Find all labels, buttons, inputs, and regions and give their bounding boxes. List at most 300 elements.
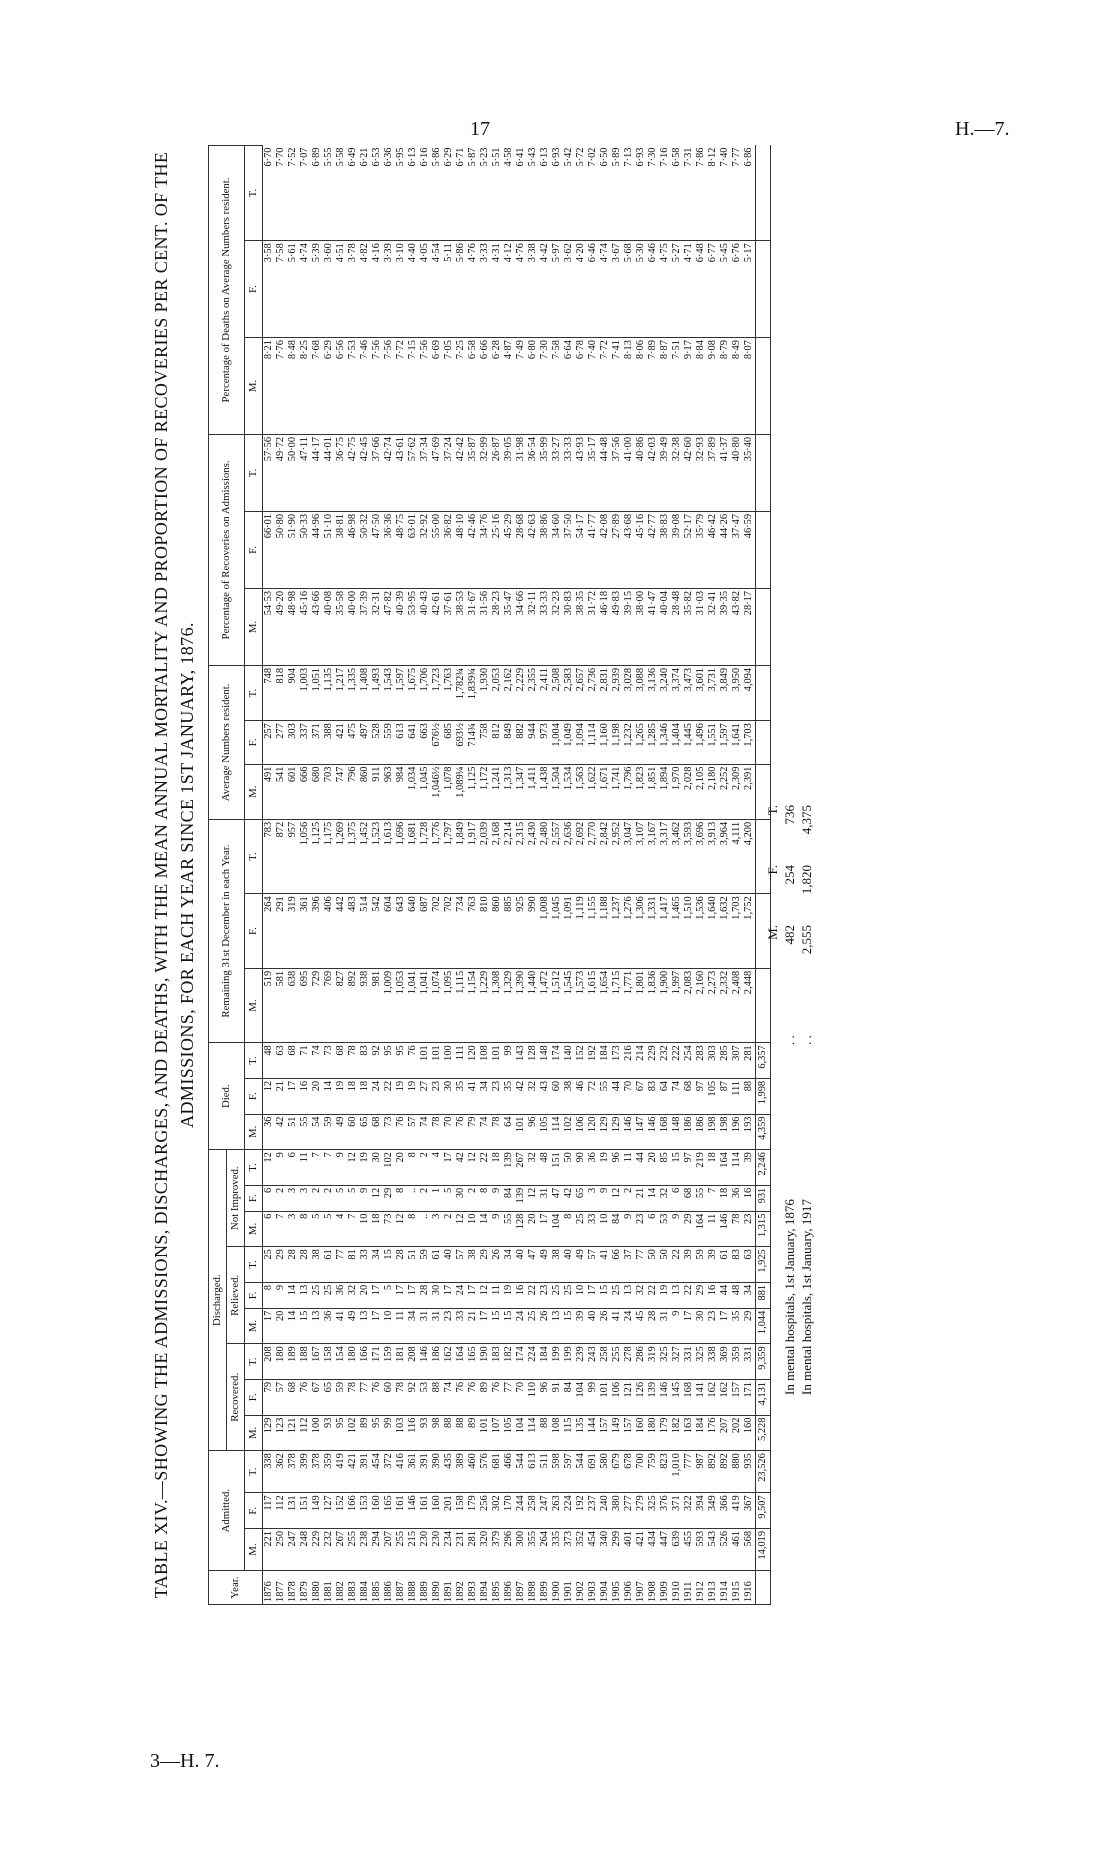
data-cell: 576 — [479, 1451, 491, 1493]
data-cell: 101 — [479, 1415, 491, 1451]
data-cell: 174 — [551, 1043, 563, 1079]
data-cell: 32·11 — [527, 588, 539, 665]
data-cell: 483 — [347, 894, 359, 968]
data-cell: 9 — [623, 1211, 635, 1247]
year-cell: 1902 — [575, 1571, 587, 1605]
sex-header-f: F. — [245, 1185, 263, 1211]
data-cell: 60 — [383, 1379, 395, 1415]
data-cell: 215 — [407, 1528, 419, 1570]
data-cell: 190 — [479, 1344, 491, 1380]
data-cell: 37·39 — [359, 588, 371, 665]
data-cell: 687 — [419, 894, 431, 968]
data-cell: 22 — [647, 1282, 659, 1308]
year-cell: 1894 — [479, 1571, 491, 1605]
data-cell: 78 — [347, 1379, 359, 1415]
data-cell: 1,051 — [311, 665, 323, 720]
data-cell: 2,053 — [491, 665, 503, 720]
data-cell: 277 — [275, 721, 287, 764]
data-cell: 981 — [371, 968, 383, 1042]
data-cell: 40·86 — [635, 434, 647, 511]
data-cell: 3,593 — [683, 819, 695, 894]
data-cell: 5 — [311, 1211, 323, 1247]
data-cell: 1,265 — [635, 721, 647, 764]
year-cell: 1916 — [743, 1571, 756, 1605]
data-cell: 379 — [491, 1528, 503, 1570]
data-cell: 38·35 — [575, 588, 587, 665]
data-cell: 5 — [323, 1211, 335, 1247]
data-cell: 99 — [503, 1043, 515, 1079]
data-cell: 511 — [539, 1451, 551, 1493]
year-cell: 1907 — [635, 1571, 647, 1605]
data-cell: 40 — [515, 1247, 527, 1283]
table-row — [743, 146, 756, 1605]
col-died: Died. — [209, 1043, 245, 1150]
data-cell: 6·28 — [491, 338, 503, 435]
data-cell: 1,046½ — [431, 764, 443, 819]
data-cell: 3,374 — [671, 665, 683, 720]
data-cell: 8·13 — [623, 338, 635, 435]
data-cell: 406 — [323, 894, 335, 968]
data-cell: 77 — [335, 1247, 347, 1283]
data-cell: 184 — [539, 1344, 551, 1380]
data-cell: 1,276 — [623, 894, 635, 968]
data-cell: 9 — [491, 1211, 503, 1247]
data-cell: 7·72 — [599, 338, 611, 435]
data-cell: 222 — [671, 1043, 683, 1079]
data-cell: 88 — [431, 1379, 443, 1415]
data-cell: 8·12 — [707, 146, 719, 241]
data-cell: 13 — [299, 1282, 311, 1308]
data-cell: 1,115 — [455, 968, 467, 1042]
data-cell: 88 — [455, 1415, 467, 1451]
data-cell: 254 — [683, 1043, 695, 1079]
data-cell: 57 — [455, 1247, 467, 1283]
data-cell: 51 — [407, 1247, 419, 1283]
data-cell: 267 — [515, 1150, 527, 1186]
data-cell: 1,335 — [347, 665, 359, 720]
data-cell: 1,347 — [515, 764, 527, 819]
data-cell: 16 — [707, 1282, 719, 1308]
data-cell: 36·82 — [443, 511, 455, 588]
data-cell: 15 — [299, 1308, 311, 1344]
data-cell: 3,601 — [695, 665, 707, 720]
data-cell: 7·31 — [683, 146, 695, 241]
total-cell: 23,526 — [756, 1451, 771, 1493]
data-cell: 264 — [263, 894, 276, 968]
data-cell: 320 — [479, 1528, 491, 1570]
year-cell: 1877 — [275, 1571, 287, 1605]
col-not-improved: Not Improved. — [227, 1150, 245, 1247]
total-cell — [756, 588, 771, 665]
data-cell: 3,047 — [623, 819, 635, 894]
data-cell: 139 — [515, 1185, 527, 1211]
data-cell: 43·66 — [311, 588, 323, 665]
data-cell: 66 — [611, 1247, 623, 1283]
data-cell: 54·53 — [263, 588, 276, 665]
data-cell: 36 — [323, 1308, 335, 1344]
data-cell: 9 — [275, 1282, 287, 1308]
data-cell: 22 — [479, 1150, 491, 1186]
data-cell: 2,160 — [695, 968, 707, 1042]
data-cell: 3·60 — [323, 241, 335, 338]
data-cell: 352 — [575, 1528, 587, 1570]
data-cell: 198 — [719, 1114, 731, 1150]
data-cell: 214 — [635, 1043, 647, 1079]
data-cell: 160 — [371, 1493, 383, 1529]
data-cell: 1,510 — [683, 894, 695, 968]
data-cell: 92 — [407, 1379, 419, 1415]
data-cell: 601 — [287, 764, 299, 819]
data-cell: 8 — [563, 1211, 575, 1247]
data-cell: 102 — [383, 1150, 395, 1186]
data-cell: 111 — [455, 1043, 467, 1079]
table-row — [263, 146, 276, 1605]
data-cell: 182 — [671, 1415, 683, 1451]
data-cell: 13 — [671, 1282, 683, 1308]
data-cell: 163 — [683, 1415, 695, 1451]
data-cell: 239 — [575, 1344, 587, 1380]
data-cell: 32·31 — [371, 588, 383, 665]
data-cell: 1,641 — [731, 721, 743, 764]
data-cell: 40·80 — [731, 434, 743, 511]
data-cell: 39 — [707, 1247, 719, 1283]
data-cell: 366 — [719, 1493, 731, 1529]
data-cell: 5·68 — [623, 241, 635, 338]
data-cell: 88 — [443, 1415, 455, 1451]
data-cell: 1,763 — [443, 665, 455, 720]
data-cell: 3,696 — [695, 819, 707, 894]
data-cell: 1,836 — [647, 968, 659, 1042]
data-cell: 2,557 — [551, 819, 563, 894]
data-cell: 1,241 — [491, 764, 503, 819]
note-1917-m: 2,555 — [799, 925, 814, 955]
data-cell: 4·12 — [503, 241, 515, 338]
data-cell: 904 — [287, 665, 299, 720]
data-cell: 361 — [407, 1451, 419, 1493]
data-cell: 216 — [623, 1043, 635, 1079]
data-cell: 11 — [395, 1308, 407, 1344]
data-cell: 50·33 — [299, 511, 311, 588]
data-cell: 1,563 — [575, 764, 587, 819]
data-cell: 666 — [299, 764, 311, 819]
data-cell: 207 — [719, 1415, 731, 1451]
data-cell: 51·10 — [323, 511, 335, 588]
year-cell: 1904 — [599, 1571, 611, 1605]
data-cell: 48·75 — [395, 511, 407, 588]
data-cell: 2,692 — [575, 819, 587, 894]
sex-header-t: T. — [245, 1043, 263, 1079]
data-cell: 224 — [563, 1493, 575, 1529]
data-cell: 2,083 — [683, 968, 695, 1042]
data-cell: 30 — [431, 1282, 443, 1308]
data-cell: 74 — [443, 1379, 455, 1415]
data-cell: 31 — [419, 1308, 431, 1344]
sex-header-f: F. — [245, 1078, 263, 1114]
data-cell: 157 — [623, 1415, 635, 1451]
data-cell: 378 — [287, 1451, 299, 1493]
data-cell: 7·58 — [275, 241, 287, 338]
data-cell: 16 — [515, 1282, 527, 1308]
data-cell: 63 — [743, 1247, 756, 1283]
data-cell: 7·70 — [275, 146, 287, 241]
data-cell: 2 — [419, 1150, 431, 1186]
data-cell: 1,045 — [419, 764, 431, 819]
data-cell: 48·10 — [455, 511, 467, 588]
data-cell: 676½ — [431, 721, 443, 764]
data-cell: 101 — [599, 1379, 611, 1415]
data-cell: 32 — [635, 1282, 647, 1308]
data-cell: 1,135 — [323, 665, 335, 720]
col-relieved: Relieved. — [227, 1247, 245, 1344]
data-cell: 41·00 — [623, 434, 635, 511]
data-cell: 7·25 — [455, 338, 467, 435]
caption-line-1: TABLE XIV.—SHOWING THE ADMISSIONS, DISCHARGES, AND DEATHS, WITH THE MEAN ANNUAL MORTALITY AND PROPORTION OF RECOVERIES PER CENT. OF THE — [151, 151, 171, 1599]
data-cell: 1,095 — [443, 968, 455, 1042]
total-cell — [756, 434, 771, 511]
data-cell: .. — [407, 1185, 419, 1211]
data-cell: 176 — [707, 1415, 719, 1451]
data-cell: 13 — [551, 1308, 563, 1344]
data-cell: 454 — [587, 1528, 599, 1570]
data-cell: 42·74 — [383, 434, 395, 511]
data-cell: 7·56 — [371, 338, 383, 435]
data-cell: 53 — [419, 1379, 431, 1415]
data-cell: 963 — [383, 764, 395, 819]
data-cell: 229 — [647, 1043, 659, 1079]
data-cell: 641 — [407, 721, 419, 764]
data-cell: 26 — [599, 1308, 611, 1344]
total-cell: 6,357 — [756, 1043, 771, 1079]
data-cell: 53·95 — [407, 588, 419, 665]
data-cell: 17 — [587, 1282, 599, 1308]
data-cell: 219 — [695, 1150, 707, 1186]
data-cell: 105 — [539, 1114, 551, 1150]
data-cell: 6·58 — [467, 338, 479, 435]
total-cell — [756, 146, 771, 241]
data-cell: 6·36 — [383, 146, 395, 241]
data-cell: 14 — [647, 1185, 659, 1211]
data-cell: 6·46 — [587, 241, 599, 338]
data-cell: 55 — [695, 1185, 707, 1211]
data-cell: 3,849 — [719, 665, 731, 720]
data-cell: 327 — [671, 1344, 683, 1380]
data-cell: 389 — [455, 1451, 467, 1493]
data-cell: 237 — [587, 1493, 599, 1529]
data-cell: 1,452 — [359, 819, 371, 894]
data-cell: 25·16 — [491, 511, 503, 588]
table-row — [611, 146, 623, 1605]
year-cell: 1901 — [563, 1571, 575, 1605]
data-cell: 48 — [731, 1282, 743, 1308]
data-cell: 96 — [539, 1379, 551, 1415]
data-cell: 199 — [563, 1344, 575, 1380]
data-cell: 944 — [527, 721, 539, 764]
data-cell: 148 — [539, 1043, 551, 1079]
data-cell: 2,952 — [611, 819, 623, 894]
data-cell: 11 — [299, 1150, 311, 1186]
data-cell: 3,462 — [671, 819, 683, 894]
data-cell: 44·01 — [323, 434, 335, 511]
data-cell: 2,636 — [563, 819, 575, 894]
data-cell: 101 — [419, 1043, 431, 1079]
data-cell: 1,849 — [455, 819, 467, 894]
data-cell: 32·23 — [551, 588, 563, 665]
note-head-f: F. — [765, 865, 780, 875]
data-cell: 10 — [359, 1211, 371, 1247]
data-cell: 128 — [527, 1043, 539, 1079]
data-cell: 6·93 — [551, 146, 563, 241]
data-cell: 11 — [707, 1211, 719, 1247]
data-cell: 34·66 — [515, 588, 527, 665]
data-cell: 434 — [647, 1528, 659, 1570]
data-cell: 5·72 — [575, 146, 587, 241]
data-cell: 35·58 — [335, 588, 347, 665]
data-cell: 106 — [611, 1379, 623, 1415]
data-cell: 812 — [491, 721, 503, 764]
data-cell: 2 — [419, 1185, 431, 1211]
data-cell: 112 — [299, 1415, 311, 1451]
data-cell: 70 — [623, 1078, 635, 1114]
data-cell: 250 — [275, 1528, 287, 1570]
data-cell: 171 — [743, 1379, 756, 1415]
data-cell: 49 — [335, 1114, 347, 1150]
data-cell: 322 — [683, 1493, 695, 1529]
data-cell: 13 — [311, 1308, 323, 1344]
data-cell: 14 — [287, 1308, 299, 1344]
data-cell: 302 — [491, 1493, 503, 1529]
data-cell: 38·86 — [539, 511, 551, 588]
data-cell: 5·86 — [455, 241, 467, 338]
data-cell: 973 — [539, 721, 551, 764]
year-cell: 1889 — [419, 1571, 431, 1605]
data-cell: 146 — [419, 1344, 431, 1380]
data-cell: 110 — [527, 1379, 539, 1415]
data-cell: 335 — [551, 1528, 563, 1570]
data-cell: 18 — [371, 1211, 383, 1247]
data-cell: 37·61 — [443, 588, 455, 665]
footer-reference: 3—H. 7. — [150, 1750, 220, 1772]
sex-header-t: T. — [245, 819, 263, 894]
data-cell: 1,504 — [551, 764, 563, 819]
year-cell: 1884 — [359, 1571, 371, 1605]
data-cell: 5·97 — [551, 241, 563, 338]
data-cell: 957 — [287, 819, 299, 894]
data-cell: 45 — [635, 1308, 647, 1344]
sex-header-m: M. — [245, 1114, 263, 1150]
data-cell: 1,997 — [671, 968, 683, 1042]
sex-header-t: T. — [245, 146, 263, 241]
data-cell: 3·62 — [563, 241, 575, 338]
data-cell: 7·72 — [395, 338, 407, 435]
data-cell: 102 — [563, 1114, 575, 1150]
data-cell: 4 — [335, 1211, 347, 1247]
data-cell: 88 — [743, 1078, 756, 1114]
data-cell: 388 — [323, 721, 335, 764]
data-cell: 22 — [527, 1282, 539, 1308]
data-cell: 97 — [683, 1150, 695, 1186]
data-cell: 40·00 — [347, 588, 359, 665]
data-cell: 196 — [731, 1114, 743, 1150]
data-cell: 491 — [263, 764, 276, 819]
data-cell: 1,681 — [407, 819, 419, 894]
data-cell: 7·40 — [719, 146, 731, 241]
data-cell: 892 — [347, 968, 359, 1042]
data-cell: 23 — [491, 1078, 503, 1114]
data-cell: 40·43 — [419, 588, 431, 665]
data-cell: 6·29 — [323, 338, 335, 435]
data-cell: 7·40 — [587, 338, 599, 435]
data-cell: 1,613 — [383, 819, 395, 894]
data-cell: 146 — [647, 1114, 659, 1150]
data-cell: 925 — [515, 894, 527, 968]
data-cell: 5·86 — [431, 146, 443, 241]
data-cell: 8 — [395, 1185, 407, 1211]
data-cell: 514 — [359, 894, 371, 968]
data-cell: 613 — [395, 721, 407, 764]
data-cell: 435 — [443, 1451, 455, 1493]
data-cell: 401 — [623, 1528, 635, 1570]
table-row — [659, 146, 671, 1605]
data-cell: 1,771 — [623, 968, 635, 1042]
data-cell: 31·03 — [695, 588, 707, 665]
data-cell: 39·05 — [503, 434, 515, 511]
data-cell: 421 — [335, 721, 347, 764]
data-cell: 1,543 — [383, 665, 395, 720]
data-cell: 148 — [671, 1114, 683, 1150]
data-cell: 25 — [323, 1282, 335, 1308]
data-cell: 33·33 — [539, 588, 551, 665]
data-cell: 3 — [587, 1185, 599, 1211]
data-cell: 168 — [659, 1114, 671, 1150]
data-cell: 71 — [299, 1043, 311, 1079]
year-cell: 1888 — [407, 1571, 419, 1605]
total-cell: 14,019 — [756, 1528, 771, 1570]
total-cell: 1,925 — [756, 1247, 771, 1283]
data-cell: 255 — [347, 1528, 359, 1570]
data-cell: 21 — [467, 1308, 479, 1344]
data-cell: 2,391 — [743, 764, 756, 819]
data-cell: 1,078 — [443, 764, 455, 819]
data-cell: 12 — [479, 1282, 491, 1308]
sex-header-t: T. — [245, 1451, 263, 1493]
data-cell: 42·60 — [683, 434, 695, 511]
data-cell: 303 — [287, 721, 299, 764]
data-cell: 28 — [647, 1308, 659, 1344]
data-cell: 369 — [719, 1344, 731, 1380]
data-cell: 15 — [599, 1282, 611, 1308]
data-cell: 10 — [575, 1282, 587, 1308]
data-cell: 43·93 — [575, 434, 587, 511]
data-cell: 5·30 — [635, 241, 647, 338]
data-cell: 139 — [647, 1379, 659, 1415]
data-cell: 1,417 — [659, 894, 671, 968]
data-cell: 37·89 — [707, 434, 719, 511]
data-cell: 38·83 — [659, 511, 671, 588]
data-cell: 95 — [335, 1415, 347, 1451]
data-cell: 208 — [263, 1344, 276, 1380]
col-pct-recoveries: Percentage of Recoveries on Admissions. — [209, 434, 245, 665]
data-cell: 230 — [431, 1528, 443, 1570]
data-cell: 3,240 — [659, 665, 671, 720]
data-cell: 5·61 — [287, 241, 299, 338]
data-cell: 14 — [323, 1078, 335, 1114]
data-cell: 734 — [455, 894, 467, 968]
data-cell: 186 — [683, 1114, 695, 1150]
data-cell: 28 — [419, 1282, 431, 1308]
statistics-table — [208, 145, 771, 1605]
data-cell: 234 — [443, 1528, 455, 1570]
data-cell: 17 — [395, 1282, 407, 1308]
